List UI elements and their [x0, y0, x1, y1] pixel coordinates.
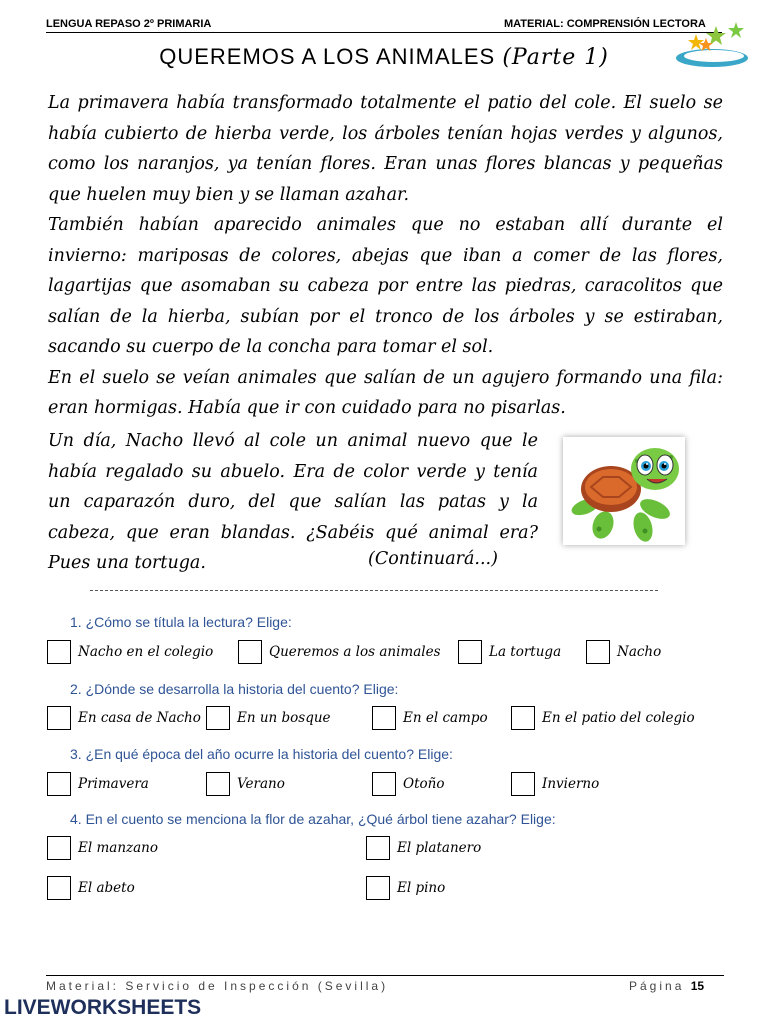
q4-option-2[interactable] [366, 836, 481, 860]
q2-option-3[interactable] [372, 706, 488, 730]
footer-divider [46, 975, 724, 976]
checkbox[interactable] [511, 772, 535, 796]
checkbox[interactable] [47, 640, 71, 664]
checkbox[interactable] [206, 706, 230, 730]
q1-option-3[interactable] [458, 640, 561, 664]
option-label: El pino [397, 880, 446, 896]
option-label: En casa de Nacho [78, 710, 201, 726]
checkbox[interactable] [47, 876, 71, 900]
checkbox[interactable] [47, 772, 71, 796]
checkbox[interactable] [206, 772, 230, 796]
option-label: El platanero [397, 840, 482, 856]
q4-option-4[interactable] [366, 876, 445, 900]
q2-option-2[interactable] [206, 706, 331, 730]
q1-option-4[interactable] [586, 640, 661, 664]
title-part: (Parte 1) [502, 45, 609, 70]
checkbox[interactable] [366, 836, 390, 860]
story-paragraph-4: Un día, Nacho llevó al cole un animal nuevo que le había regalado su abuelo. Era de color verde y tenía un caparazón duro, del que salían las patas y la cabeza, que eran blandas. ¿Sabéis qué animal era? Pues una tortuga. [48, 431, 538, 573]
title-main: QUEREMOS A LOS ANIMALES [159, 44, 496, 69]
option-label: El abeto [78, 880, 135, 896]
header-subject: LENGUA REPASO 2º PRIMARIA [46, 18, 212, 30]
story-paragraph-1: La primavera había transformado totalmente el patio del cole. El suelo se había cubierto de hierba verde, los árboles tenían hojas verdes y algunos, como los naranjos, ya tenían flores. Eran unas flores blancas y pequeñas que huelen muy bien y se llaman azahar. [48, 93, 723, 205]
question-3: 3. ¿En qué época del año ocurre la historia del cuento? Elige: [70, 746, 453, 762]
checkbox[interactable] [47, 836, 71, 860]
q3-option-2[interactable] [206, 772, 285, 796]
brand-text: LIVEWORKSHEETS [4, 996, 202, 1019]
checkbox[interactable] [372, 772, 396, 796]
option-label: En el patio del colegio [542, 710, 695, 726]
q4-option-1[interactable] [47, 836, 158, 860]
option-label: Invierno [542, 776, 600, 792]
question-1: 1. ¿Cómo se títula la lectura? Elige: [70, 614, 292, 630]
option-label: En un bosque [237, 710, 331, 726]
brand-logo [4, 996, 201, 1020]
turtle-image [563, 437, 685, 545]
option-label: Otoño [403, 776, 445, 792]
page-number: 15 [690, 979, 705, 993]
q3-option-3[interactable] [372, 772, 444, 796]
q1-option-2[interactable] [238, 640, 441, 664]
section-divider [90, 590, 658, 591]
checkbox[interactable] [511, 706, 535, 730]
q1-option-1[interactable] [47, 640, 213, 664]
option-label: La tortuga [489, 644, 562, 660]
header-material: MATERIAL: COMPRENSIÓN LECTORA [504, 18, 706, 30]
q3-option-4[interactable] [511, 772, 599, 796]
footer-source: Material: Servicio de Inspección (Sevilla) [46, 979, 389, 993]
header-divider [46, 32, 722, 33]
option-label: Nacho en el colegio [78, 644, 214, 660]
checkbox[interactable] [586, 640, 610, 664]
page-label: Página [629, 979, 685, 993]
option-label: Queremos a los animales [269, 644, 441, 660]
turtle-illustration-icon [563, 437, 685, 545]
continued-note: (Continuará...) [368, 549, 498, 569]
story-paragraph-3: En el suelo se veían animales que salían de un agujero formando una fila: eran hormigas. Había que ir con cuidado para no pisarlas. [48, 367, 723, 418]
option-label: En el campo [403, 710, 488, 726]
question-4: 4. En el cuento se menciona la flor de azahar, ¿Qué árbol tiene azahar? Elige: [70, 811, 556, 827]
q3-option-1[interactable] [47, 772, 149, 796]
q2-option-1[interactable] [47, 706, 201, 730]
option-label: El manzano [78, 840, 158, 856]
checkbox[interactable] [238, 640, 262, 664]
checkbox[interactable] [47, 706, 71, 730]
footer-page [629, 979, 704, 993]
checkbox[interactable] [458, 640, 482, 664]
story-text [48, 88, 723, 424]
option-label: Verano [237, 776, 285, 792]
story-paragraph-2: También habían aparecido animales que no estaban allí durante el invierno: mariposas de colores, abejas que iban a comer de las flores, lagartijas que asomaban su cabeza por entre las piedras, caracolitos que salían de la hierba, subían por el tronco de los árboles y se estiraban, sacando su cuerpo de la concha para tomar el sol. [48, 215, 723, 357]
page-title [0, 44, 768, 70]
checkbox[interactable] [366, 876, 390, 900]
option-label: Primavera [78, 776, 149, 792]
q2-option-4[interactable] [511, 706, 695, 730]
q4-option-3[interactable] [47, 876, 135, 900]
option-label: Nacho [617, 644, 662, 660]
question-2: 2. ¿Dónde se desarrolla la historia del cuento? Elige: [70, 681, 399, 697]
checkbox[interactable] [372, 706, 396, 730]
